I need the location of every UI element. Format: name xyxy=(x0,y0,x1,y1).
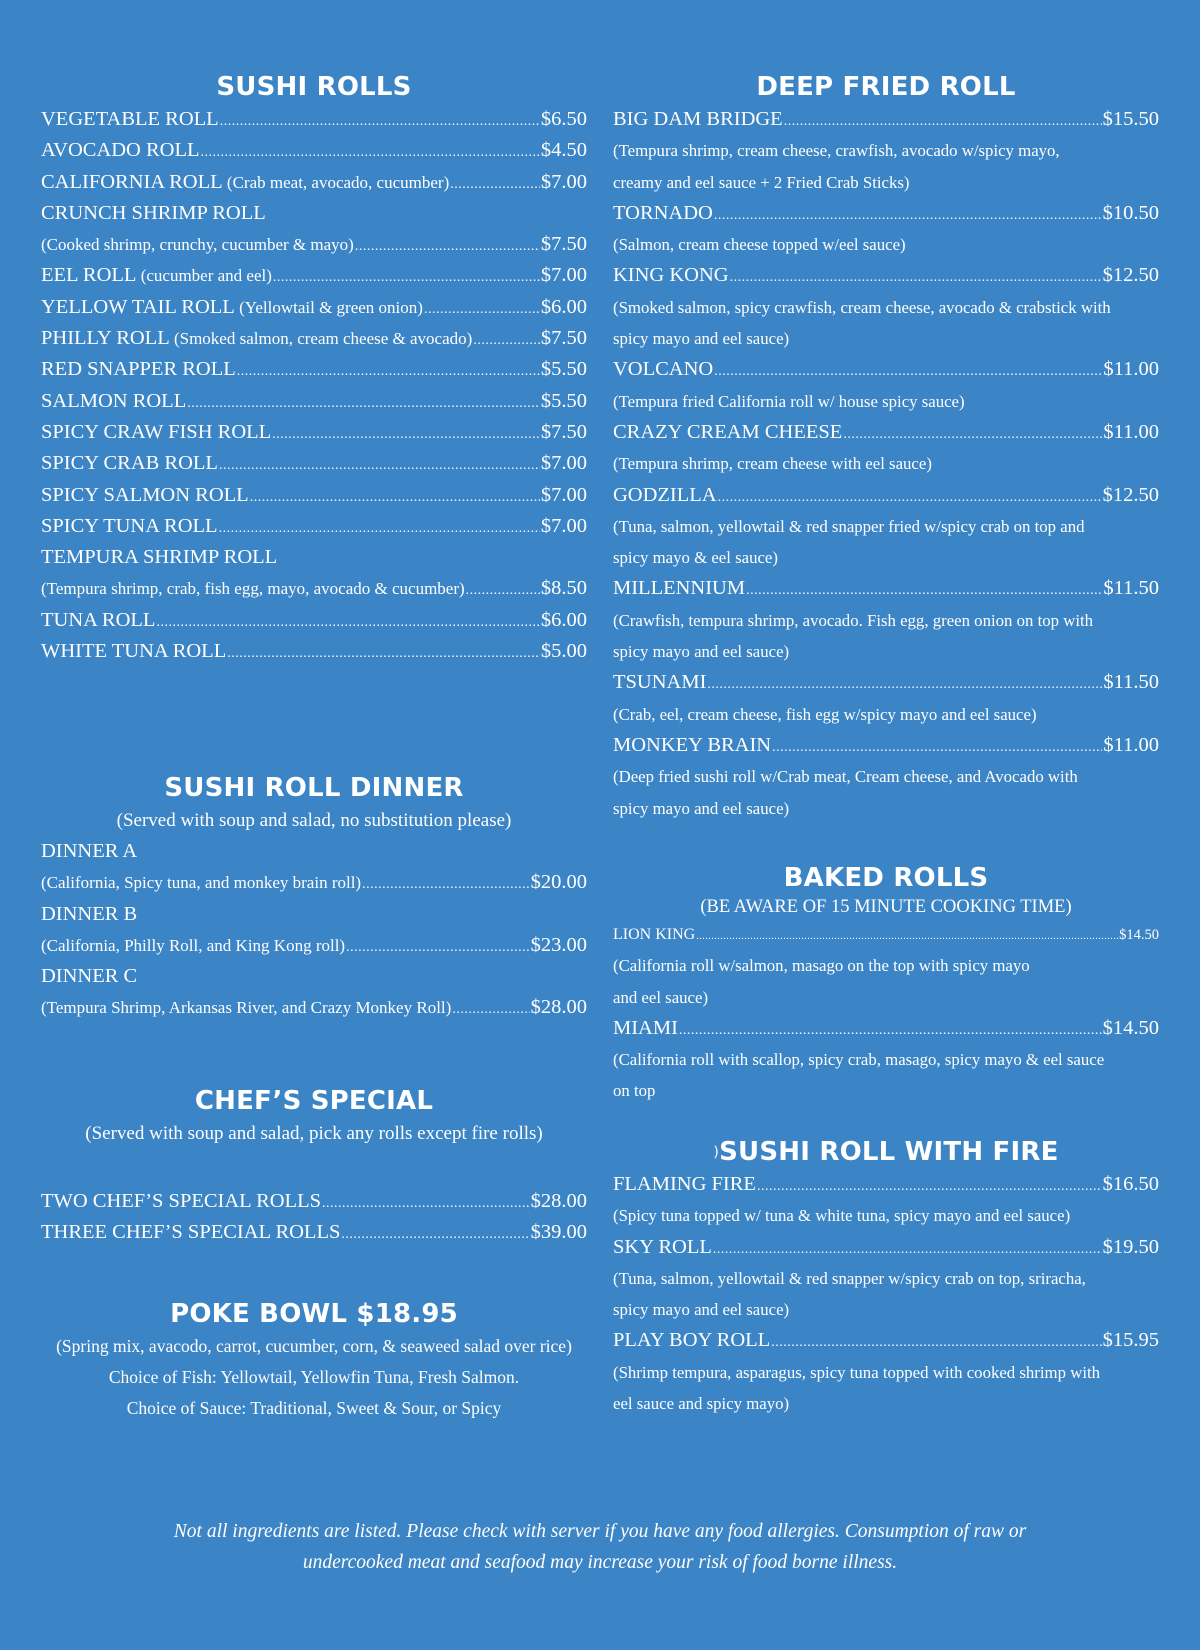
item-name-text: (California, Spicy tuna, and monkey brain roll) xyxy=(41,873,362,893)
menu-item-row xyxy=(613,1013,1159,1044)
menu-item-row xyxy=(41,354,587,385)
menu-item-row xyxy=(41,167,587,198)
item-price: $11.50 xyxy=(1103,671,1159,694)
menu-item-name: CRUNCH SHRIMP ROLL xyxy=(41,201,266,224)
dot-leader xyxy=(718,480,1102,513)
item-price: $7.00 xyxy=(540,264,587,287)
item-price: $6.50 xyxy=(540,108,587,130)
dot-leader xyxy=(450,167,540,200)
menu-item-row xyxy=(41,386,587,417)
dot-leader xyxy=(322,1186,530,1219)
dot-leader xyxy=(746,573,1102,606)
dinner-row xyxy=(41,930,587,961)
item-price: $5.50 xyxy=(540,358,587,381)
item-price: $19.50 xyxy=(1102,1235,1159,1258)
item-name xyxy=(41,930,345,961)
item-description: (Spicy tuna topped w/ tuna & white tuna, spicy mayo and eel sauce) xyxy=(613,1206,1071,1226)
left-column xyxy=(41,0,587,1650)
dot-leader xyxy=(201,135,540,168)
item-price: $7.00 xyxy=(540,514,587,537)
sushi-rolls-list xyxy=(41,104,587,667)
item-name xyxy=(41,867,361,898)
item-price: $11.00 xyxy=(1103,420,1159,443)
item-price: $23.00 xyxy=(530,933,587,956)
item-name xyxy=(613,354,713,385)
deep-fried-list xyxy=(613,104,1159,824)
item-name-text: SPICY CRAW FISH ROLL xyxy=(41,420,272,443)
item-price: $16.50 xyxy=(1102,1173,1159,1195)
item-description: (Tempura shrimp, cream cheese, crawfish, avocado w/spicy mayo, xyxy=(613,141,1060,161)
menu-item-row xyxy=(613,104,1159,135)
dot-leader xyxy=(714,354,1102,387)
menu-item-row xyxy=(41,511,587,542)
menu-item-row xyxy=(613,480,1159,511)
item-price: $28.00 xyxy=(530,996,587,1019)
item-price: $12.50 xyxy=(1102,483,1159,506)
dot-leader xyxy=(341,1217,529,1250)
item-name-text: TSUNAMI xyxy=(613,671,707,694)
item-name-text: RED SNAPPER ROLL xyxy=(41,358,236,381)
item-name xyxy=(613,667,706,698)
item-name xyxy=(41,417,271,448)
item-name-text: MILLENNIUM xyxy=(613,577,746,600)
poke-bowl-line-1: (Spring mix, avacodo, carrot, cucumber, corn, & seaweed salad over rice) xyxy=(56,1336,572,1356)
item-name xyxy=(41,992,451,1023)
item-name-text: (Cooked shrimp, crunchy, cucumber & mayo) xyxy=(41,235,354,255)
dot-leader xyxy=(187,386,540,419)
item-name xyxy=(613,1325,770,1356)
item-name-text: MIAMI xyxy=(613,1016,678,1039)
menu-item-row xyxy=(41,417,587,448)
item-name xyxy=(41,354,236,385)
sushi-roll-dinner-section xyxy=(41,771,587,1024)
menu-item-row xyxy=(613,573,1159,604)
dot-leader xyxy=(473,323,540,356)
sushi-roll-with-fire-section xyxy=(613,1135,1159,1419)
item-description: (Tempura shrimp, cream cheese with eel sauce) xyxy=(613,454,932,474)
dot-leader xyxy=(273,260,540,293)
chefs-special-list xyxy=(41,1186,587,1249)
chefs-special-row xyxy=(41,1186,587,1217)
item-name xyxy=(41,386,186,417)
menu-item-row xyxy=(41,323,587,354)
sushi-roll-dinner-heading: SUSHI ROLL DINNER xyxy=(164,773,464,803)
item-name xyxy=(613,260,729,291)
dot-leader xyxy=(707,667,1102,700)
item-name xyxy=(41,260,272,291)
item-name-text: TUNA ROLL xyxy=(41,608,156,631)
chefs-special-note: (Served with soup and salad, pick any rolls except fire rolls) xyxy=(85,1123,543,1144)
item-price: $5.00 xyxy=(540,640,587,663)
menu-item-row xyxy=(41,448,587,479)
item-price: $10.50 xyxy=(1102,201,1159,224)
poke-bowl-section xyxy=(41,1297,587,1424)
item-name xyxy=(41,636,226,667)
dot-leader xyxy=(156,605,539,638)
item-price: $12.50 xyxy=(1102,264,1159,287)
menu-item-row xyxy=(613,667,1159,698)
item-name xyxy=(613,104,783,135)
item-name xyxy=(41,605,155,636)
item-name-text: BIG DAM BRIDGE xyxy=(613,108,783,130)
dinner-list xyxy=(41,836,587,1024)
dot-leader xyxy=(714,198,1102,231)
item-price: $14.50 xyxy=(1102,1016,1159,1039)
item-name xyxy=(613,573,745,604)
item-name xyxy=(41,229,354,260)
menu-item-row xyxy=(41,292,587,323)
item-name xyxy=(613,1232,712,1263)
sushi-rolls-heading: SUSHI ROLLS xyxy=(216,72,412,102)
item-detail: (Smoked salmon, cream cheese & avocado) xyxy=(169,329,473,349)
dot-leader xyxy=(466,573,540,606)
item-name-text: GODZILLA xyxy=(613,483,717,506)
menu-item-row xyxy=(41,229,587,260)
item-price: $7.00 xyxy=(540,483,587,506)
item-name xyxy=(41,104,219,135)
dot-leader xyxy=(424,292,540,325)
dot-leader xyxy=(362,867,530,900)
item-description: (Crawfish, tempura shrimp, avocado. Fish egg, green onion on top with xyxy=(613,610,1094,630)
item-name-text: YELLOW TAIL ROLL xyxy=(41,295,235,318)
chefs-special-row xyxy=(41,1217,587,1248)
menu-item-row xyxy=(613,919,1159,950)
item-name-text: VOLCANO xyxy=(613,358,714,381)
item-description: spicy mayo and eel sauce) xyxy=(613,642,790,662)
item-description: (Tuna, salmon, yellowtail & red snapper w/spicy crab on top, sriracha, xyxy=(613,1268,1086,1288)
item-price: $20.00 xyxy=(530,871,587,894)
item-name-text: SPICY CRAB ROLL xyxy=(41,452,218,475)
item-price: $7.50 xyxy=(540,327,587,350)
dinner-name: DINNER B xyxy=(41,902,138,925)
item-name xyxy=(613,417,842,448)
fire-prefix: ) xyxy=(713,1144,720,1161)
item-price: $11.00 xyxy=(1103,733,1159,756)
deep-fried-roll-heading: DEEP FRIED ROLL xyxy=(756,72,1016,102)
item-name xyxy=(41,1186,321,1217)
baked-rolls-heading: BAKED ROLLS xyxy=(783,863,989,893)
menu-item-row xyxy=(41,605,587,636)
dinner-name: DINNER A xyxy=(41,840,138,862)
dot-leader xyxy=(227,636,540,669)
menu-item-row xyxy=(41,480,587,511)
menu-item-row xyxy=(41,135,587,166)
dot-leader xyxy=(730,260,1102,293)
item-description: (Smoked salmon, spicy crawfish, cream cheese, avocado & crabstick with xyxy=(613,297,1111,317)
item-price: $6.00 xyxy=(540,608,587,631)
dot-leader xyxy=(713,1232,1102,1265)
item-name-text: (California, Philly Roll, and King Kong roll) xyxy=(41,935,346,955)
item-name xyxy=(41,1217,340,1248)
item-price: $6.00 xyxy=(540,295,587,318)
dinner-row xyxy=(41,992,587,1023)
item-name xyxy=(41,135,200,166)
dot-leader xyxy=(219,511,540,544)
dinner-note: (Served with soup and salad, no substitution please) xyxy=(116,810,512,831)
item-price: $28.00 xyxy=(530,1190,587,1212)
item-price: $11.50 xyxy=(1103,577,1159,600)
item-name xyxy=(41,511,218,542)
item-name-text: WHITE TUNA ROLL xyxy=(41,640,227,663)
item-name xyxy=(613,919,695,950)
poke-bowl-line-3: Choice of Sauce: Traditional, Sweet & Sour, or Spicy xyxy=(126,1398,502,1418)
menu-item-row xyxy=(613,354,1159,385)
item-price: $15.95 xyxy=(1102,1329,1159,1352)
item-name xyxy=(613,730,771,761)
menu-item-name: TEMPURA SHRIMP ROLL xyxy=(41,546,278,569)
item-description: and eel sauce) xyxy=(613,987,709,1007)
item-name-text: PHILLY ROLL xyxy=(41,327,170,350)
item-description: (Tuna, salmon, yellowtail & red snapper fried w/spicy crab on top and xyxy=(613,516,1085,536)
item-name-text: THREE CHEF’S SPECIAL ROLLS xyxy=(41,1221,341,1244)
item-name xyxy=(41,573,465,604)
item-description: creamy and eel sauce + 2 Fried Crab Sticks) xyxy=(613,172,910,192)
item-name-text: EEL ROLL xyxy=(41,264,137,287)
item-price: $7.00 xyxy=(540,452,587,475)
dot-leader xyxy=(696,919,1118,952)
item-price: $7.50 xyxy=(540,420,587,443)
dot-leader xyxy=(219,448,540,481)
item-price: $5.50 xyxy=(540,389,587,412)
item-name-text: KING KONG xyxy=(613,264,729,287)
item-name-text: TORNADO xyxy=(613,201,713,224)
item-description: (California roll w/salmon, masago on the top with spicy mayo xyxy=(613,956,1030,976)
item-name xyxy=(613,480,717,511)
item-price: $39.00 xyxy=(530,1221,587,1244)
item-description: (Crab, eel, cream cheese, fish egg w/spicy mayo and eel sauce) xyxy=(613,704,1037,724)
disclaimer-line-1: Not all ingredients are listed. Please check with server if you have any food allergies. Consumption of raw or xyxy=(173,1521,1027,1542)
allergy-disclaimer xyxy=(0,1516,1200,1578)
item-name-text: TWO CHEF’S SPECIAL ROLLS xyxy=(41,1190,321,1212)
fire-rolls-list xyxy=(613,1169,1159,1419)
item-name-text: CRAZY CREAM CHEESE xyxy=(613,420,843,443)
item-price: $11.00 xyxy=(1103,358,1159,381)
menu-item-row xyxy=(613,730,1159,761)
disclaimer-line-2: undercooked meat and seafood may increase your risk of food borne illness. xyxy=(302,1552,898,1573)
item-name-text: AVOCADO ROLL xyxy=(41,139,200,162)
menu-item-row xyxy=(41,260,587,291)
menu-item-row xyxy=(41,104,587,135)
menu-item-row xyxy=(613,1169,1159,1200)
item-name xyxy=(41,480,249,511)
item-price: $14.50 xyxy=(1119,927,1159,943)
menu-item-row xyxy=(613,198,1159,229)
item-name-text: LION KING xyxy=(613,926,696,943)
item-name xyxy=(41,167,449,198)
item-price: $8.50 xyxy=(540,577,587,600)
item-description: (Salmon, cream cheese topped w/eel sauce) xyxy=(613,235,906,255)
poke-bowl-heading: POKE BOWL $18.95 xyxy=(170,1299,458,1329)
item-name-text: SPICY SALMON ROLL xyxy=(41,483,249,506)
chefs-special-heading: CHEF’S SPECIAL xyxy=(194,1086,434,1116)
dot-leader xyxy=(220,104,540,137)
dinner-row xyxy=(41,867,587,898)
item-name xyxy=(41,292,423,323)
sushi-rolls-section xyxy=(41,70,587,667)
menu-item-row xyxy=(613,260,1159,291)
item-name-text: MONKEY BRAIN xyxy=(613,733,772,756)
baked-rolls-section xyxy=(613,861,1159,1107)
item-name-text: SALMON ROLL xyxy=(41,389,187,412)
dot-leader xyxy=(346,930,530,963)
dot-leader xyxy=(679,1013,1102,1046)
baked-rolls-note: (BE AWARE OF 15 MINUTE COOKING TIME) xyxy=(700,897,1072,917)
item-name-text: FLAMING FIRE xyxy=(613,1173,756,1195)
item-description: (Tempura fried California roll w/ house spicy sauce) xyxy=(613,391,965,411)
item-description: spicy mayo and eel sauce) xyxy=(613,329,790,349)
item-price: $7.00 xyxy=(540,170,587,193)
item-description: (Deep fried sushi roll w/Crab meat, Cream cheese, and Avocado with xyxy=(613,767,1078,787)
menu-item-row xyxy=(41,573,587,604)
item-description: (Shrimp tempura, asparagus, spicy tuna topped with cooked shrimp with xyxy=(613,1362,1101,1382)
item-description: spicy mayo and eel sauce) xyxy=(613,798,790,818)
fire-heading-text: SUSHI ROLL WITH FIRE xyxy=(719,1137,1059,1167)
dot-leader xyxy=(272,417,540,450)
item-name-text: SPICY TUNA ROLL xyxy=(41,514,218,537)
item-name xyxy=(41,323,472,354)
item-price: $7.50 xyxy=(540,233,587,256)
item-description: (California roll with scallop, spicy crab, masago, spicy mayo & eel sauce xyxy=(613,1050,1105,1070)
menu-item-row xyxy=(613,1232,1159,1263)
right-column xyxy=(613,0,1159,1650)
menu-item-row xyxy=(613,417,1159,448)
dot-leader xyxy=(843,417,1102,450)
item-name-text: CALIFORNIA ROLL xyxy=(41,170,223,193)
chefs-special-section xyxy=(41,1084,587,1249)
poke-bowl-line-2: Choice of Fish: Yellowtail, Yellowfin Tuna, Fresh Salmon. xyxy=(108,1367,520,1387)
menu-item-row xyxy=(41,636,587,667)
item-name-text: PLAY BOY ROLL xyxy=(613,1329,771,1352)
sushi-roll-with-fire-heading xyxy=(613,1135,1159,1169)
dot-leader xyxy=(771,1325,1101,1358)
dot-leader xyxy=(757,1169,1102,1202)
dot-leader xyxy=(237,354,540,387)
item-price: $15.50 xyxy=(1102,108,1159,130)
dot-leader xyxy=(355,229,540,262)
dinner-name: DINNER C xyxy=(41,965,138,988)
item-name-text: (Tempura shrimp, crab, fish egg, mayo, avocado & cucumber) xyxy=(41,579,465,599)
baked-rolls-list xyxy=(613,919,1159,1107)
item-name-text: SKY ROLL xyxy=(613,1235,712,1258)
dot-leader xyxy=(250,480,540,513)
item-detail: (Yellowtail & green onion) xyxy=(234,297,423,317)
item-description: eel sauce and spicy mayo) xyxy=(613,1394,790,1414)
menu-item-row xyxy=(613,1325,1159,1356)
item-description: spicy mayo & eel sauce) xyxy=(613,548,778,568)
item-detail: (Crab meat, avocado, cucumber) xyxy=(222,172,450,192)
item-description: on top xyxy=(613,1081,656,1101)
dot-leader xyxy=(772,730,1102,763)
item-name xyxy=(613,1013,678,1044)
item-name-text: VEGETABLE ROLL xyxy=(41,108,219,130)
item-name xyxy=(613,1169,756,1200)
deep-fried-roll-section xyxy=(613,70,1159,824)
item-detail: (cucumber and eel) xyxy=(136,266,272,286)
item-name-text: (Tempura Shrimp, Arkansas River, and Crazy Monkey Roll) xyxy=(41,998,452,1018)
item-name xyxy=(613,198,713,229)
dot-leader xyxy=(452,992,529,1025)
item-description: spicy mayo and eel sauce) xyxy=(613,1300,790,1320)
item-price: $4.50 xyxy=(540,139,587,162)
dot-leader xyxy=(784,104,1102,137)
item-name xyxy=(41,448,218,479)
